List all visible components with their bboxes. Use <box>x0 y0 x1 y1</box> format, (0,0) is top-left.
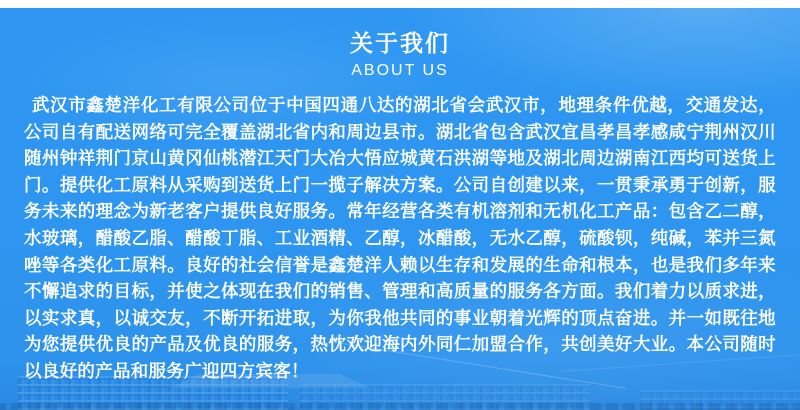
section-subtitle: ABOUT US <box>351 62 449 79</box>
section-title: 关于我们 <box>350 30 450 56</box>
about-section <box>0 8 800 410</box>
top-white-strip <box>0 0 800 8</box>
background-treeline <box>0 403 800 410</box>
about-paragraph: 武汉市鑫楚洋化工有限公司位于中国四通八达的湖北省会武汉市，地理条件优越，交通发达，公司自有配送网络可完全覆盖湖北省内和周边县市。湖北省包含武汉宜昌孝昌孝感咸宁荆州汉川随州钟祥荆门京山黄冈仙桃潜江天门大冶大悟应城黄石洪湖等地及湖北周边湖南江西均可送货上门。提供化工原料从采购到送货上门一揽子解决方案。公司自创建以来，一贯秉承勇于创新，服务未来的理念为新老客户提供良好服务。常年经营各类有机溶剂和无机化工产品：包含乙二醇，水玻璃，醋酸乙脂、醋酸丁脂、工业酒精、乙醇，冰醋酸，无水乙醇，硫酸钡，纯碱，苯并三氮唑等各类化工原料。良好的社会信誉是鑫楚洋人赖以生存和发展的生命和根本，也是我们多年来不懈追求的目标，并使之体现在我们的销售、管理和高质量的服务各方面。我们着力以质求进，以实求真，以诚交友，不断开拓进取，为你我他共同的事业朝着光辉的顶点奋进。并一如既往地为您提供优良的产品及优良的服务，热忱欢迎海内外同仁加盟合作，共创美好大业。本公司随时以良好的产品和服务广迎四方宾客！ <box>24 95 776 381</box>
section-heading <box>0 8 800 82</box>
